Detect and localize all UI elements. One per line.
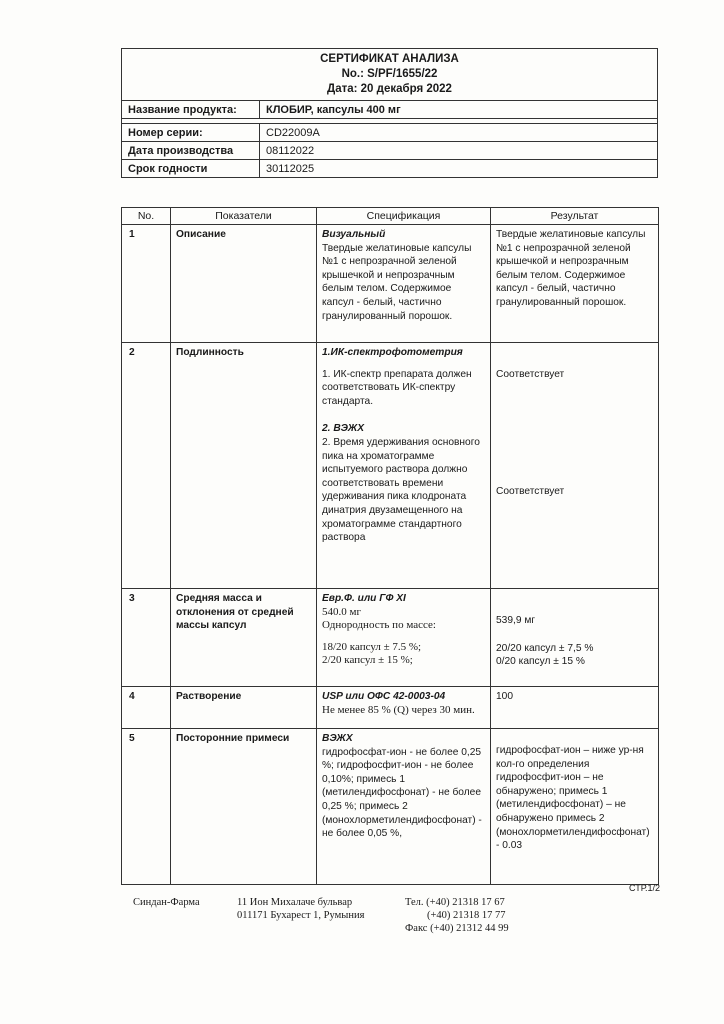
row-spec xyxy=(317,729,491,885)
row-result: 100 xyxy=(491,687,659,729)
spec-method: Визуальный xyxy=(322,229,386,240)
spec-text: Однородность по массе: xyxy=(322,619,436,632)
row-number: 5 xyxy=(122,729,171,885)
address-line: 11 Ион Михалаче бульвар xyxy=(237,897,353,908)
column-header: Спецификация xyxy=(317,208,491,225)
row-indicator: Описание xyxy=(171,225,317,343)
row-result xyxy=(491,729,659,885)
row-result xyxy=(491,343,659,589)
spec-text: 2/20 капсул ± 15 %; xyxy=(322,654,413,667)
result-text: Соответствует xyxy=(496,485,565,497)
table-row xyxy=(122,729,659,885)
result-text: Соответствует xyxy=(496,369,565,380)
row-result: Твердые желатиновые капсулы №1 с непрозрачной зеленой крышечкой и непрозрачным белым телом. Содержимое капсул - белый, частично гранулированный порошок. xyxy=(491,225,659,343)
result-text: 20/20 капсул ± 7,5 % xyxy=(496,642,594,654)
table-header-row xyxy=(122,208,659,225)
expiry-label: Срок годности xyxy=(122,160,260,178)
certificate-header xyxy=(121,48,658,178)
row-spec xyxy=(317,589,491,687)
row-number: 3 xyxy=(122,589,171,687)
phone-line: (+40) 21318 17 77 xyxy=(427,910,506,921)
spec-text: гидрофосфат-ион - не более 0,25 %; гидрофосфит-ион - не более 0,10%; примесь 1 (метилендифосфонат) - не более 0,25 %; примесь 2 (монохлорметилендифосфонат) - не более 0,05 %, xyxy=(322,746,482,840)
spec-method: ВЭЖХ xyxy=(322,733,353,744)
spec-method: 2. ВЭЖХ xyxy=(322,423,364,435)
batch-label: Номер серии: xyxy=(122,124,260,142)
result-text: 0/20 капсул ± 15 % xyxy=(496,656,585,668)
row-indicator: Средняя масса и отклонения от средней массы капсул xyxy=(171,589,317,687)
certificate-number: No.: S/PF/1655/22 xyxy=(341,68,438,80)
row-spec xyxy=(317,225,491,343)
row-indicator: Посторонние примеси xyxy=(171,729,317,885)
row-number: 1 xyxy=(122,225,171,343)
address-line: 011171 Бухарест 1, Румыния xyxy=(237,910,365,921)
header-title-block xyxy=(122,49,658,101)
mfg-date-value: 08112022 xyxy=(260,142,658,160)
result-text: 539,9 мг xyxy=(496,615,536,626)
fax-line: Факс (+40) 21312 44 99 xyxy=(405,923,509,934)
spec-method: Евр.Ф. или ГФ XI xyxy=(322,593,406,604)
company-name: Синдан-Фарма xyxy=(133,897,200,908)
certificate-title: СЕРТИФИКАТ АНАЛИЗА xyxy=(320,53,459,65)
table-row xyxy=(122,225,659,343)
result-text: гидрофосфат-ион – ниже ур-ня кол-го определения гидрофосфит-ион – не обнаружено; примесь 1 (метилендифосфонат) – не обнаружено примесь 2 (монохлорметилендифосфонат) - 0.03 xyxy=(496,745,650,852)
spec-text: 18/20 капсул ± 7.5 %; xyxy=(322,640,422,653)
row-result xyxy=(491,589,659,687)
row-number: 2 xyxy=(122,343,171,589)
expiry-value: 30112025 xyxy=(260,160,658,178)
batch-value: CD22009A xyxy=(260,124,658,142)
page-number: СТР.1/2 xyxy=(629,883,661,893)
spec-method: USP или ОФС 42-0003-04 xyxy=(322,691,446,702)
table-row xyxy=(122,589,659,687)
mfg-date-label: Дата производства xyxy=(122,142,260,160)
column-header: Показатели xyxy=(171,208,317,225)
spec-text: 2. Время удерживания основного пика на хроматограмме испытуемого раствора должно соответствовать времени удерживания пика клодроната динатрия двузамещенного на хроматограмме стандартного раствора xyxy=(322,436,480,544)
spec-text: Не менее 85 % (Q) через 30 мин. xyxy=(322,703,475,716)
spec-text: Твердые желатиновые капсулы №1 с непрозрачной зеленой крышечкой и непрозрачным белым телом. Содержимое капсул - белый, частично гранулированный порошок. xyxy=(322,242,472,322)
row-number: 4 xyxy=(122,687,171,729)
table-row xyxy=(122,343,659,589)
product-label: Название продукта: xyxy=(122,101,260,119)
product-value: КЛОБИР, капсулы 400 мг xyxy=(260,101,658,119)
company-address xyxy=(237,896,364,922)
column-header: Результат xyxy=(491,208,659,225)
certificate-date: Дата: 20 декабря 2022 xyxy=(327,83,452,95)
spec-text: 540.0 мг xyxy=(322,605,361,618)
spec-text: 1. ИК-спектр препарата должен соответствовать ИК-спектру стандарта. xyxy=(322,368,472,407)
phone-line: Тел. (+40) 21318 17 67 xyxy=(405,897,505,908)
column-header: No. xyxy=(122,208,171,225)
row-spec xyxy=(317,343,491,589)
company-contacts xyxy=(405,896,509,935)
analysis-table xyxy=(121,207,659,885)
row-indicator: Растворение xyxy=(171,687,317,729)
row-indicator: Подлинность xyxy=(171,343,317,589)
table-row xyxy=(122,687,659,729)
row-spec xyxy=(317,687,491,729)
spec-method: 1.ИК-спектрофотометрия xyxy=(322,347,463,358)
